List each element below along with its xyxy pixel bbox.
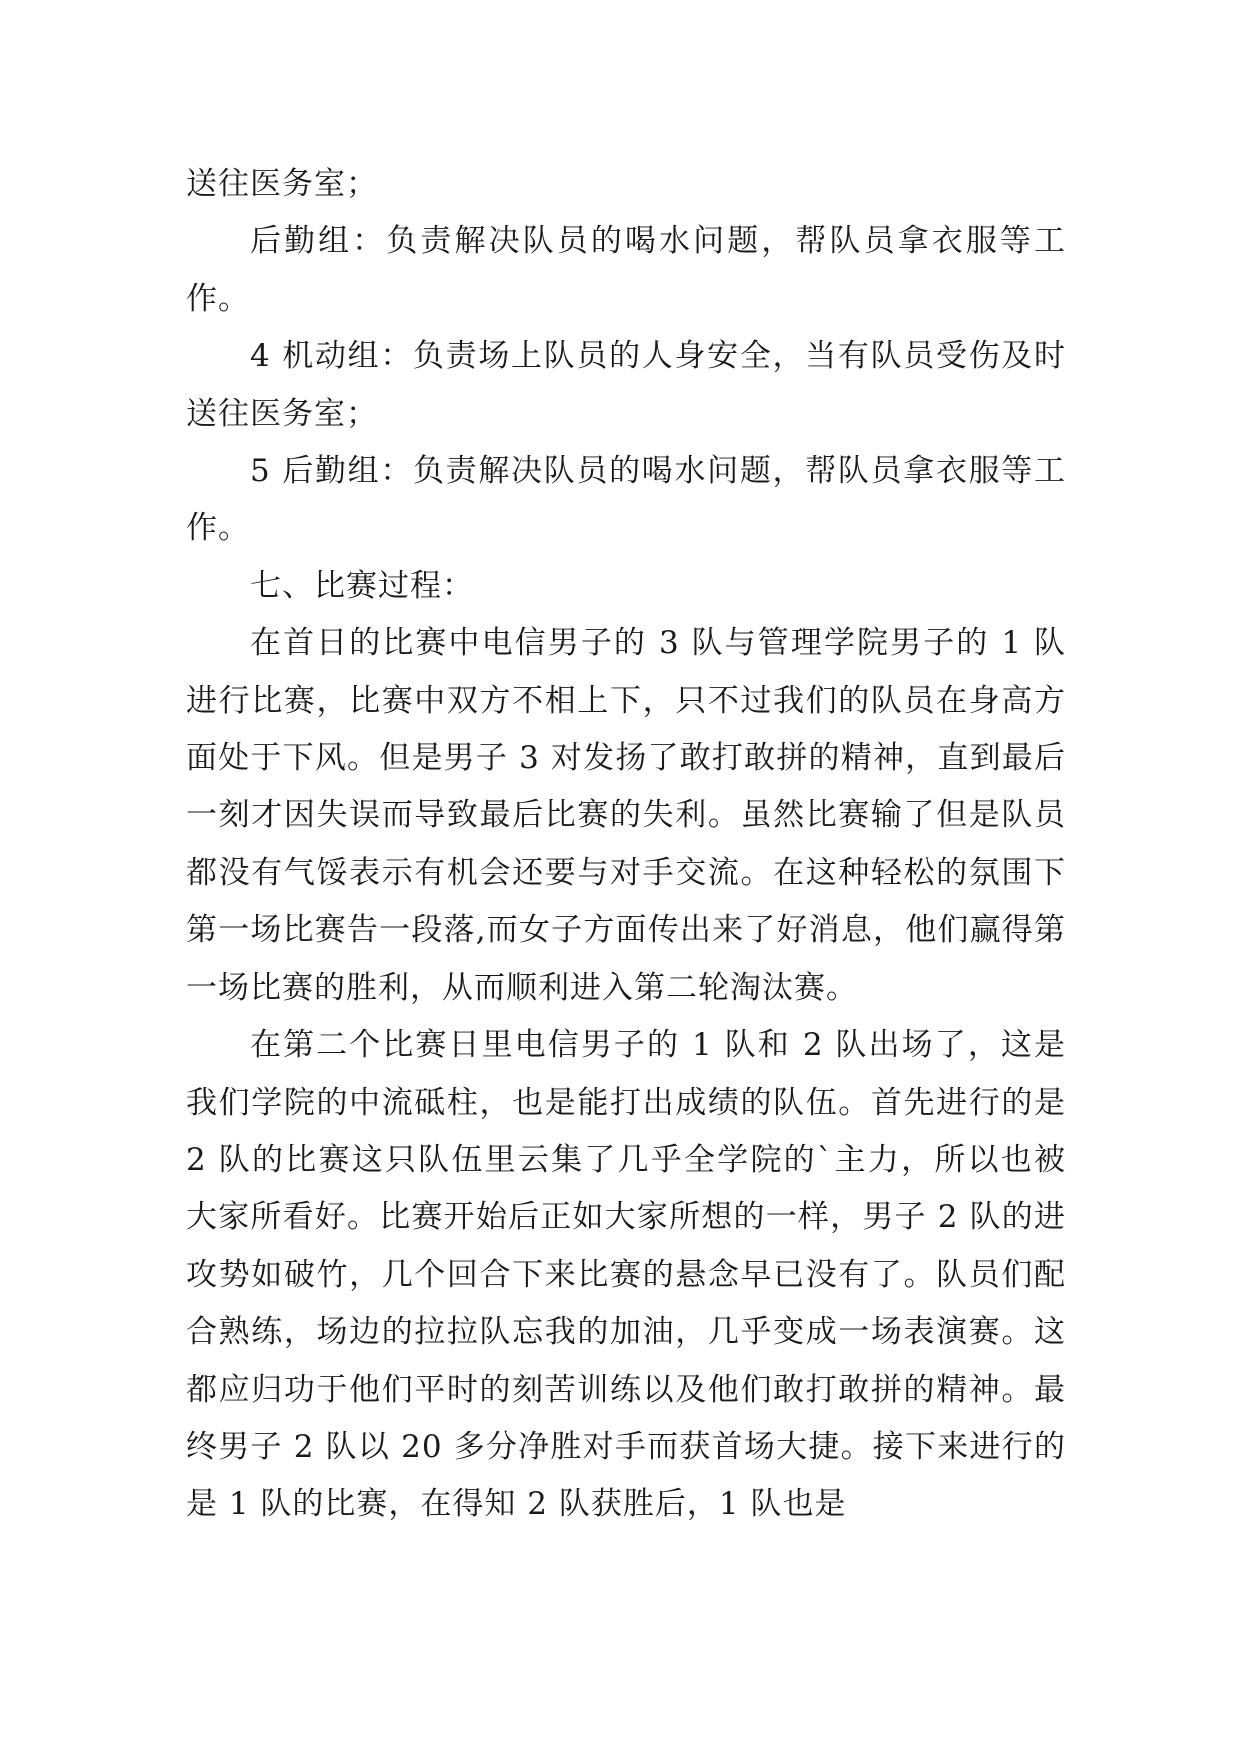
paragraph-continuation: 送往医务室；: [186, 166, 378, 202]
paragraph-logistics-group: 后勤组：负责解决队员的喝水问题，帮队员拿衣服等工作。: [186, 223, 1066, 317]
paragraph-first-day: 在首日的比赛中电信男子的 3 队与管理学院男子的 1 队进行比赛，比赛中双方不相上下，只不过我们的队员在身高方面处于下风。但是男子 3 对发扬了敢打敢拼的精神，直到最后一刻才因失误而导致最后比赛的失利。虽然比赛输了但是队员都没有气馁表示有机会还要与对手交流。在这种轻松的氛围下第一场比赛告一段落,而女子方面传出来了好消息，他们赢得第一场比赛的胜利，从而顺利进入第二轮淘汰赛。: [186, 625, 1066, 1006]
paragraph-logistics-group-5: 5 后勤组：负责解决队员的喝水问题，帮队员拿衣服等工作。: [186, 453, 1066, 547]
document-body: [186, 156, 1066, 1534]
paragraph-second-day: 在第二个比赛日里电信男子的 1 队和 2 队出场了，这是我们学院的中流砥柱，也是能打出成绩的队伍。首先进行的是 2 队的比赛这只队伍里云集了几乎全学院的`主力，所以也被大家所看好。比赛开始后正如大家所想的一样，男子 2 队的进攻势如破竹，几个回合下来比赛的悬念早已没有了。队员们配合熟练，场边的拉拉队忘我的加油，几乎变成一场表演赛。这都应归功于他们平时的刻苦训练以及他们敢打敢拼的精神。最终男子 2 队以 20 多分净胜对手而获首场大捷。接下来进行的是 1 队的比赛，在得知 2 队获胜后，1 队也是: [186, 1027, 1066, 1523]
paragraph-mobile-group: 4 机动组：负责场上队员的人身安全，当有队员受伤及时送往医务室；: [186, 338, 1066, 432]
section-heading-match-process: 七、比赛过程：: [250, 567, 474, 604]
